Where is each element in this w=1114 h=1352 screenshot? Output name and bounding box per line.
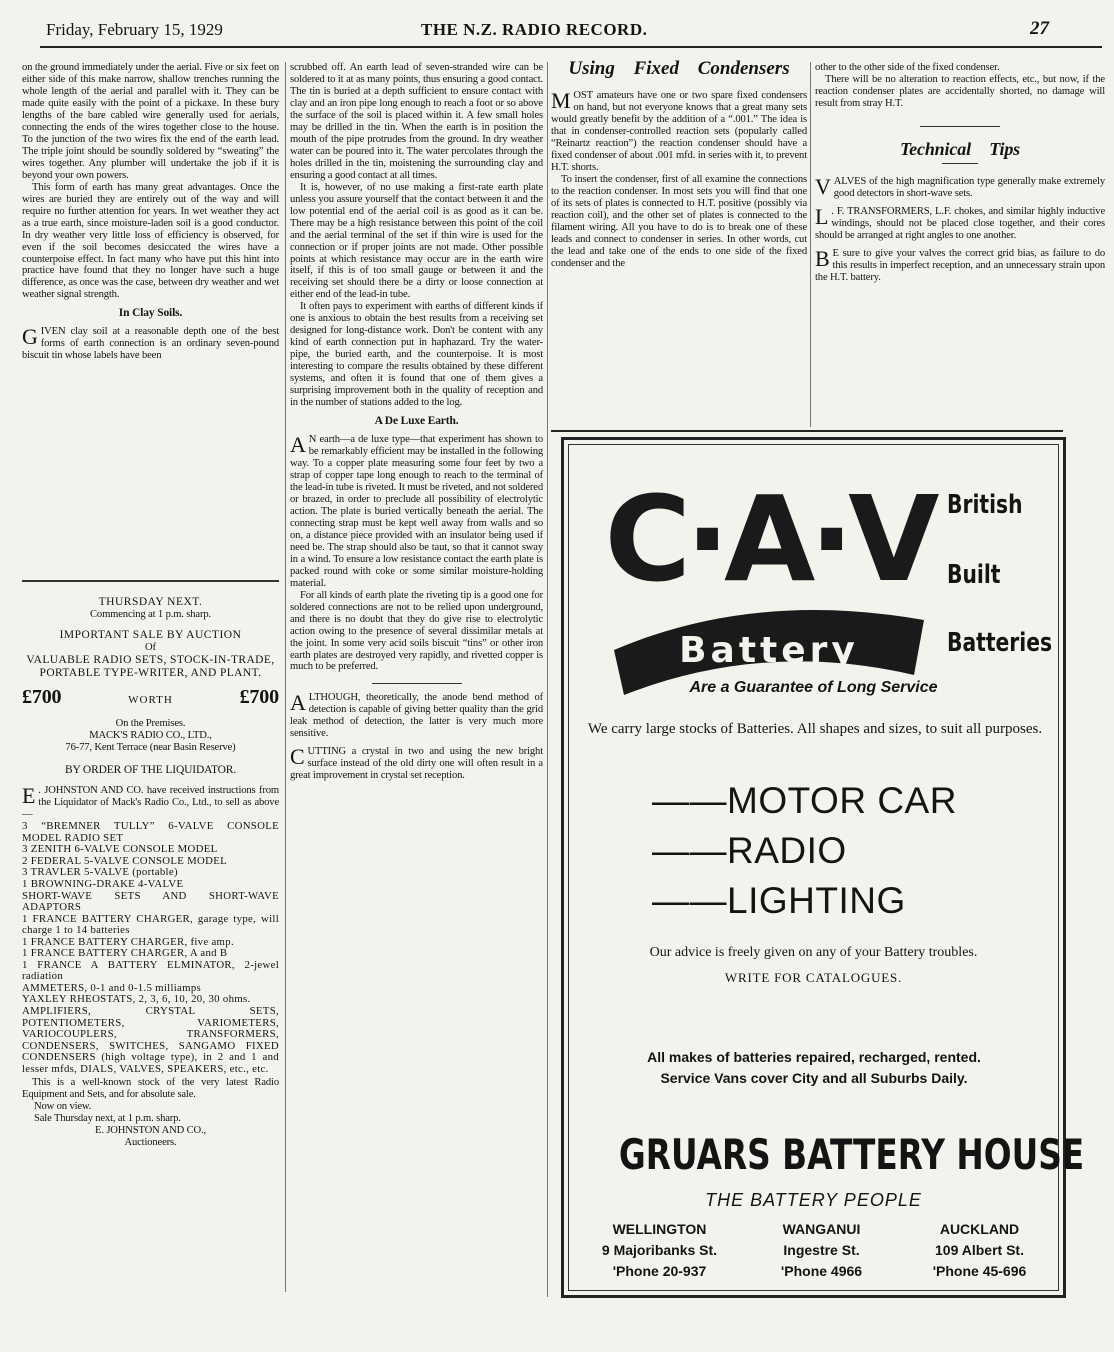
article-paragraph: To insert the condenser, first of all examine the connections to the reaction condenser. In most sets you will find that one of its sets of plates is connected to H.T. positive (possibly via reaction coil), and the other set of plates is connected to the filament wiring. All you have to do is to break one of these leads and connect to condenser in series. In other words, cut the lead and take one of the ends to one side of the fixed condenser and the [551, 173, 807, 269]
article-paragraph: It is, however, of no use making a first-rate earth plate unless you assure yourself that the contact between it and the low potential end of the aerial coil is as good as it can be. There may be a high resistance between this point of the coil and the aerial terminal of the set if thin wire is used for the connection or if proper joints are not made. Other possible points at which resistance may occur are in the earth wire itself, if this is of too small gauge or between it and the receiving set should there be a dirty or loose connection at either end of the lead-in tube. [290, 181, 543, 301]
ad-side-british: British [947, 490, 1023, 520]
auction-of: Of [145, 641, 156, 653]
ad-guarantee: Are a Guarantee of Long Service [689, 679, 938, 696]
publication-title: THE N.Z. RADIO RECORD. [421, 20, 648, 39]
column-rule [285, 62, 286, 1292]
branch-auckland [902, 1219, 1057, 1282]
branch-wanganui [744, 1219, 899, 1282]
auction-item: 1 BROWNING-DRAKE 4-VALVE [22, 878, 184, 890]
section-rule [920, 126, 1000, 127]
drop-cap: M [551, 88, 571, 113]
column-rule [547, 62, 548, 1297]
auctioneer-title: Auctioneers. [124, 1137, 177, 1149]
ad-stock: We carry large stocks of Batteries. All shapes and sizes, to suit all purposes. [587, 721, 1043, 737]
article-paragraph: other to the other side of the fixed condenser. [815, 62, 1000, 73]
ad-use-radio: ——RADIO [652, 830, 847, 871]
article-paragraph: LTHOUGH, theoretically, the anode bend method of detection is capable of giving better quality than the grid leak method of detection, the latter is very much more sensitive. [290, 692, 543, 740]
ad-service: All makes of batteries repaired, recharged, rented. Service Vans cover City and all Suburbs Daily. [647, 1049, 981, 1086]
article-paragraph: UTTING a crystal in two and using the new bright surface instead of the old dirty one will often result in a great improvement in crystal set reception. [290, 746, 543, 782]
branch-phone: 'Phone 4966 [780, 1263, 863, 1279]
article-title: Using Fixed Condensers [568, 58, 790, 79]
logo-band-text: Battery [679, 630, 859, 671]
branch-wellington [582, 1219, 737, 1282]
premises-company: MACK'S RADIO CO., LTD., [89, 730, 212, 742]
article-paragraph: IVEN clay soil at a reasonable depth one of the best forms of earth connection is an ordinary seven-pound biscuit tin whose labels have been [22, 326, 279, 362]
column-2 [290, 62, 543, 782]
branch-phone: 'Phone 20-937 [612, 1263, 707, 1279]
ad-top-rule [551, 430, 1063, 432]
column-4 [815, 62, 1105, 284]
article-paragraph: on the ground immediately under the aerial. Five or six feet on either side of this make narrow, shallow trenches running the whole length of the aerial and parallel with it. They can be made quite easily with the point of a pickaxe. In these bury lengths of the bare cabled wire generally used for aerials, connecting the ends of the wires together close to the house. To the junction of the two wires fix the end of the earth lead. The triple joint should be soundly soldered by “sweating” the wires together. Any plumber will undertake the job if it is beyond your own powers. [22, 62, 279, 181]
auction-item: 2 FEDERAL 5-VALVE CONSOLE MODEL [22, 854, 228, 867]
article-paragraph: For all kinds of earth plate the riveting tip is a good one for soldered connections are not to be relied upon underground, and there is no doubt that they do give rise to electrolytic action owing to the presence of several dissimilar metals at the joint. In some very acid soils biscuit “tins” or other iron earth plates are destroyed very rapidly, and rivetted copper is much to be preferred. [290, 589, 543, 673]
auction-item: 1 FRANCE BATTERY CHARGER, A and B [22, 947, 228, 960]
drop-cap: A [290, 432, 306, 458]
section-rule [372, 683, 462, 684]
tip-paragraph: . F. TRANSFORMERS, L.F. chokes, and similar highly inductive windings, should not be placed close together, and their cores should be arranged at right angles to one another. [815, 206, 1105, 242]
section-heading: A De Luxe Earth. [374, 415, 459, 428]
ad-side-batteries: Batteries [947, 628, 1053, 658]
auction-item: 1 FRANCE BATTERY CHARGER, five amp. [22, 935, 234, 948]
article-title: Technical Tips [899, 138, 1021, 159]
auction-item: 3 “BREMNER TULLY” 6-VALVE CONSOLE MODEL RADIO SET [22, 820, 279, 844]
drop-cap: C [290, 744, 305, 770]
liquidator-order: BY ORDER OF THE LIQUIDATOR. [64, 764, 237, 777]
article-paragraph: It often pays to experiment with earths of different kinds if one is anxious to obtain the best results from a receiving set designed for long-distance work. Don't be content with any kind of earth connection put in haphazard. Try the water-pipe, the buried earth, and the counterpoise. It is most interesting to compare the results obtained by these different systems, and often it is found that one of them gives a surprising improvement both in the quality of reception and in the number of stations added to the log. [290, 301, 543, 409]
premises-line: On the Premises. [115, 718, 186, 730]
auction-item: 1 FRANCE A BATTERY ELMINATOR, 2-jewel radiation [22, 958, 279, 983]
auction-sale: Sale Thursday next, at 1 p.m. sharp. [34, 1113, 181, 1125]
auction-time: Commencing at 1 p.m. sharp. [90, 608, 211, 620]
auction-item: AMPLIFIERS, CRYSTAL SETS, POTENTIOMETERS, VARIOMETERS, VARIOCOUPLERS, TRANSFORMERS, CONDENSERS, SWITCHES, SANGAMO FIXED CONDENSERS (high voltage type), in 2 and 1 and lesser mfds, DIALS, VALVES, SPEAKERS, etc., etc. [22, 1005, 279, 1075]
article-paragraph: N earth—a de luxe type—that experiment has shown to be remarkably efficient may be installed in the following way. To a copper plate measuring some four feet by two a strap of copper tape long enough to reach to the terminal of the lead-in tube is riveted. It must be riveted, and not soldered or brazed, in order to preclude all possibility of electrolytic action. The plate is buried vertically beneath the aerial. The connecting strap must be kept well away from walls and so on, a distance piece provided with an insulator being used if need be. The strap should also be taut, so that it cannot sway in a wind. To ensure a low resistance contact the earth plate is packed round with coke or some similar moisture-holding material. [290, 434, 543, 589]
branch-city: WANGANUI [782, 1221, 861, 1237]
article-paragraph: This form of earth has many great advantages. Once the wires are buried they are entirely out of the way and will require no further attention for years. In wet weather they act as a true earth, since moisture-laden soil is a good conductor. In dry weather very little loss of efficiency is observed, for even if the soil becomes desiccated the wires have a counterpoise effect. In fact many who have put this hint into practice have found that they no longer have such a huge difference, as once was the case, between dry weather and wet weather signal strength. [22, 181, 279, 301]
ad-tagline: THE BATTERY PEOPLE [705, 1190, 922, 1210]
auction-goods: VALUABLE RADIO SETS, STOCK-IN-TRADE, PORTABLE TYPE-WRITER, AND PLANT. [26, 653, 275, 679]
article-paragraph: OST amateurs have one or two spare fixed condensers on hand, but not everyone knows that a great many sets would greatly benefit by the addition of a “.001.” The idea is that in condenser-controlled reaction sets (popularly called “Reinartz reaction”) the reaction condenser should have a fixed condenser of about .001 mfd. in series with it, to prevent H.T. shorts. [551, 90, 807, 173]
branch-street: 9 Majoribanks St. [601, 1242, 718, 1258]
auction-notice [22, 596, 279, 1149]
branch-street: 109 Albert St. [935, 1242, 1024, 1258]
issue-date: Friday, February 15, 1929 [46, 20, 223, 39]
ad-use-motor-car: ——MOTOR CAR [652, 780, 957, 821]
title-rule [942, 163, 978, 164]
drop-cap: B [815, 246, 830, 272]
branch-phone: 'Phone 45-696 [932, 1263, 1027, 1279]
article-paragraph: scrubbed off. An earth lead of seven-stranded wire can be soldered to it at as many points, thus ensuring a good contact. The tin is buried at a depth sufficient to ensure contact with clay and an iron pipe long enough to reach a foot or so above the surface of the soil is placed within it. A few small holes may be drilled in the tin. When the earth is in position the mouth of the pipe protrudes from the ground. In dry weather water can be poured into it. The water percolates through the holes drilled in the tin, moistening the surrounding clay and ensuring a good contact at all times. [290, 62, 543, 181]
drop-cap: V [815, 174, 831, 200]
tip-paragraph: ALVES of the high magnification type generally make extremely good detectors in short-wave sets. [833, 176, 1105, 200]
auction-item: SHORT-WAVE SETS AND SHORT-WAVE ADAPTORS [22, 889, 279, 914]
drop-cap: G [22, 324, 38, 350]
drop-cap: A [290, 690, 306, 716]
auction-items [22, 821, 279, 1075]
drop-cap: L [815, 204, 829, 230]
ad-use-lighting: ——LIGHTING [652, 880, 906, 921]
ad-catalogues: WRITE FOR CATALOGUES. [724, 970, 903, 985]
premises-address: 76-77, Kent Terrace (near Basin Reserve) [65, 742, 236, 754]
column-1 [22, 62, 279, 362]
auction-rule [22, 580, 279, 582]
auctioneer-name: E. JOHNSTON AND CO., [95, 1125, 206, 1137]
auction-intro: . JOHNSTON AND CO. have received instructions from the Liquidator of Mack's Radio Co., Ltd., to sell as above— [22, 785, 279, 821]
auction-item: AMMETERS, 0-1 and 0-1.5 milliamps [22, 981, 202, 994]
header-rule [40, 46, 1102, 48]
auction-item: 3 TRAVLER 5-VALVE (portable) [22, 866, 178, 879]
branch-street: Ingestre St. [783, 1242, 860, 1258]
section-heading: In Clay Soils. [118, 307, 183, 320]
cav-battery-advertisement [561, 437, 1085, 1298]
logo-letters: C·A·V [604, 470, 934, 608]
page-number: 27 [1030, 18, 1049, 39]
auction-headline: IMPORTANT SALE BY AUCTION [59, 628, 242, 641]
branch-city: AUCKLAND [939, 1221, 1020, 1237]
auction-item: 1 FRANCE BATTERY CHARGER, garage type, will charge 1 to 14 batteries [22, 912, 279, 937]
ad-company-name: GRUARS BATTERY HOUSE [618, 1130, 1085, 1179]
price-right: £700 [239, 685, 279, 708]
cav-logo [594, 470, 944, 700]
column-3 [551, 58, 807, 270]
auction-day: THURSDAY NEXT. [98, 596, 203, 608]
branch-city: WELLINGTON [612, 1221, 707, 1237]
ad-side-built: Built [947, 560, 1001, 590]
auction-item: YAXLEY RHEOSTATS, 2, 3, 6, 10, 20, 30 ohms. [22, 993, 251, 1006]
column-rule [810, 62, 811, 427]
auction-view: Now on view. [34, 1101, 92, 1113]
drop-cap: E [22, 783, 36, 809]
auction-item: 3 ZENITH 6-VALVE CONSOLE MODEL [22, 843, 218, 856]
tip-paragraph: E sure to give your valves the correct grid bias, as failure to do this results in imperfect reception, and an unnecessary strain upon the H.T. battery. [815, 248, 1105, 283]
price-left: £700 [22, 685, 62, 708]
ad-advice: Our advice is freely given on any of your Battery troubles. [649, 945, 978, 960]
article-paragraph: There will be no alteration to reaction effects, etc., but now, if the reaction condenser plates are accidentally shorted, no damage will result from stray H.T. [815, 73, 1105, 109]
price-worth: WORTH [128, 693, 173, 706]
auction-closing: This is a well-known stock of the very latest Radio Equipment and Sets, and for absolute sale. [22, 1077, 279, 1101]
